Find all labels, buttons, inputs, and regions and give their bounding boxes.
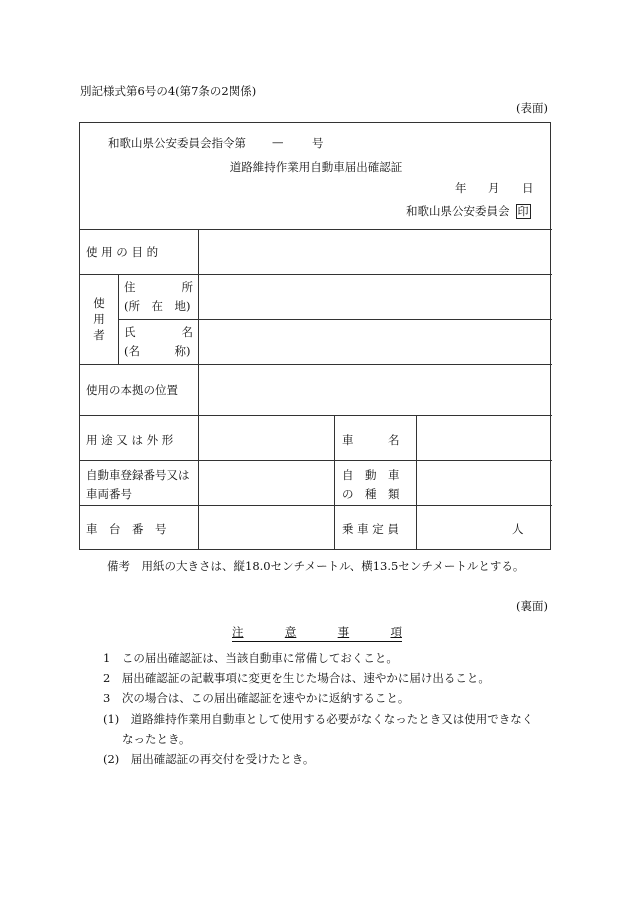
- certificate-title: 道路維持作業用自動車届出確認証: [229, 160, 403, 174]
- registration-label: [86, 467, 190, 502]
- usage-label: 用 途 又 は 外 形: [86, 433, 174, 447]
- address-label: [124, 279, 193, 314]
- remarks: 備考 用紙の大きさは、縦18.0センチメートル、横13.5センチメートルとする。: [107, 559, 525, 573]
- vehicle-type-label-line2: の 種 類: [342, 487, 400, 501]
- issuer: [406, 203, 531, 219]
- issuer-name: 和歌山県公安委員会: [406, 204, 510, 218]
- note-item-3-1: (1) 道路維持作業用自動車として使用する必要がなくなったとき又は使用できなく: [103, 712, 534, 726]
- purpose-label: 使 用 の 目 的: [86, 245, 159, 259]
- seal-mark: 印: [517, 205, 529, 218]
- vehicle-type-label: [342, 467, 400, 502]
- name-label: [124, 324, 193, 359]
- name-label-line2: (名 称): [124, 344, 191, 358]
- chassis-label: 車 台 番 号: [86, 522, 167, 536]
- front-side-label: (表面): [516, 101, 548, 115]
- certificate-form: [79, 122, 551, 550]
- note-item-3-1-cont: なったとき。: [122, 732, 191, 746]
- heading-char-3: 事: [337, 625, 350, 639]
- note-item-2: 2 届出確認証の記載事項に変更を生じた場合は、速やかに届け出ること。: [103, 671, 490, 685]
- vehicle-name-label: 車 名: [342, 433, 400, 447]
- capacity-unit: 人: [512, 522, 524, 536]
- note-item-1: 1 この届出確認証は、当該自動車に常備しておくこと。: [103, 651, 398, 665]
- note-item-3-2: (2) 届出確認証の再交付を受けたとき。: [103, 752, 315, 766]
- registration-label-line2: 車両番号: [86, 487, 132, 501]
- name-label-line1: 氏 名: [124, 325, 193, 339]
- date-year: 年: [455, 181, 467, 195]
- vehicle-type-label-line1: 自 動 車: [342, 468, 400, 482]
- address-label-line2: (所 在 地): [124, 299, 191, 313]
- number-suffix: 号: [312, 136, 324, 150]
- date-day: 日: [522, 181, 534, 195]
- note-item-3: 3 次の場合は、この届出確認証を速やかに返納すること。: [103, 691, 410, 705]
- capacity-label: 乗 車 定 員: [342, 522, 399, 536]
- base-location-label: 使用の本拠の位置: [86, 383, 178, 397]
- commission-prefix: 和歌山県公安委員会指令第: [108, 136, 246, 150]
- heading-char-2: 意: [284, 625, 297, 639]
- notes-heading: [232, 624, 402, 642]
- back-side-label: (裏面): [516, 599, 548, 613]
- registration-label-line1: 自動車登録番号又は: [86, 468, 190, 482]
- heading-char-4: 項: [390, 625, 402, 639]
- date-month: 月: [488, 181, 500, 195]
- address-label-line1: 住 所: [124, 280, 193, 294]
- user-label: 使用者: [93, 296, 105, 342]
- heading-char-1: 注: [232, 625, 244, 639]
- number-dash: —: [272, 135, 284, 149]
- form-number: 別記様式第6号の4(第7条の2関係): [80, 84, 257, 98]
